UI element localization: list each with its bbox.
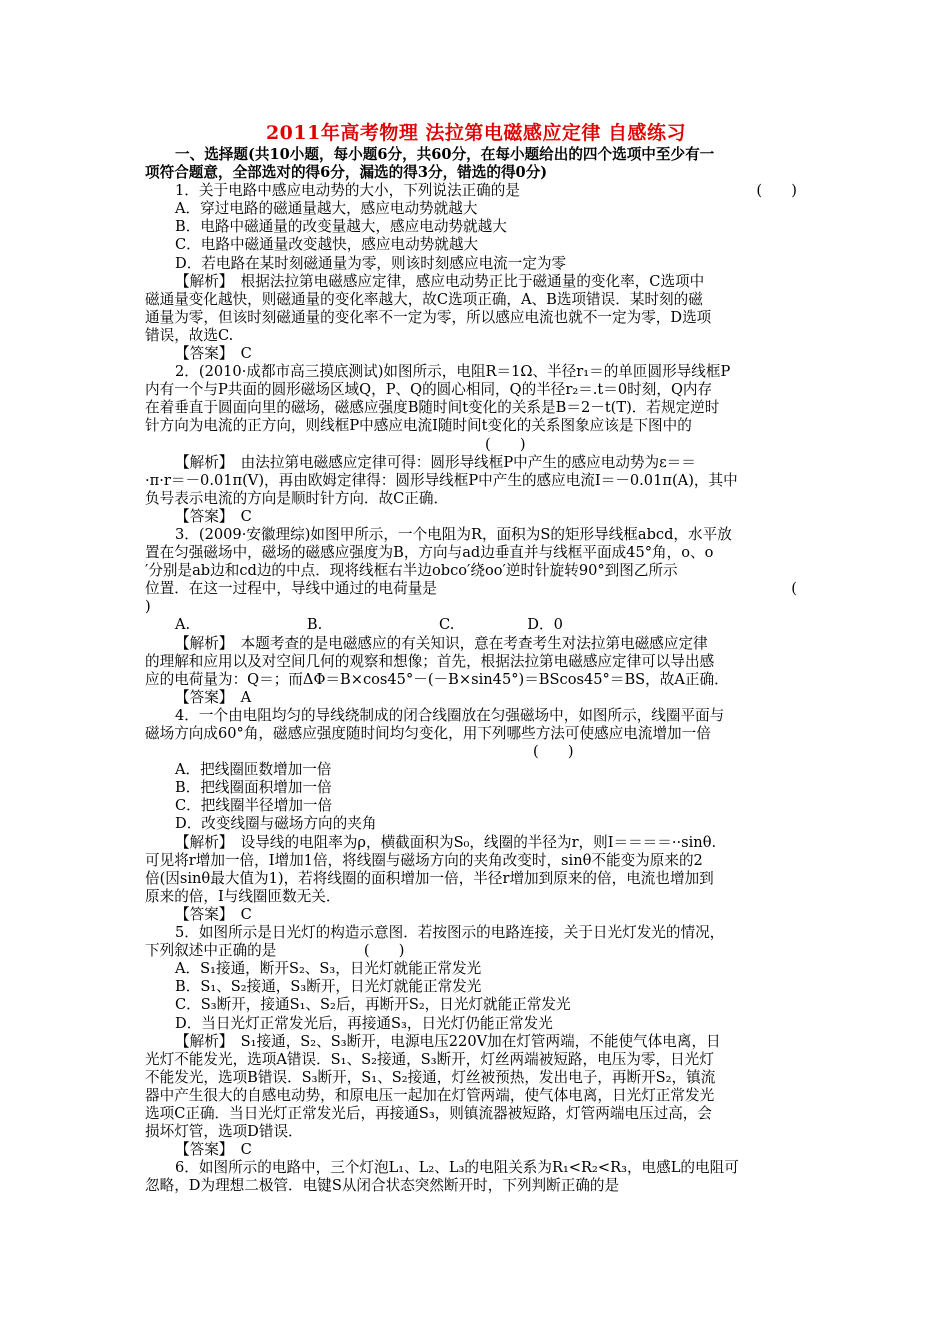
line-text: D．改变线圈与磁场方向的夹角 xyxy=(175,815,377,833)
line-text: 【答案】 A xyxy=(175,688,252,706)
text-line xyxy=(145,942,807,960)
text-line xyxy=(145,544,807,562)
text-line xyxy=(145,707,807,725)
document-page xyxy=(145,120,807,1195)
line-text: D．若电路在某时刻磁通量为零，则该时刻感应电流一定为零 xyxy=(175,254,567,272)
line-text: 2．(2010·成都市高三摸底测试)如图所示，电阻R＝1Ω、半径r₁＝的单匝圆形导线框P xyxy=(175,363,731,381)
line-text: ( ) xyxy=(485,435,526,453)
text-line xyxy=(145,671,807,689)
answer-blank: ( ) xyxy=(756,182,797,200)
line-text: 磁通量变化越快，则磁通量的变化率越大，故C选项正确，A、B选项错误．某时刻的磁 xyxy=(145,290,703,308)
text-line xyxy=(145,1141,807,1159)
line-text: 【解析】 S₁接通，S₂、S₃断开，电源电压220V加在灯管两端，不能使气体电离，日 xyxy=(175,1032,721,1050)
text-line xyxy=(145,870,807,888)
text-line xyxy=(145,924,807,942)
text-line xyxy=(145,580,807,598)
text-line xyxy=(145,472,807,490)
text-line xyxy=(145,725,807,743)
line-text: 一、选择题(共10小题，每小题6分，共60分，在每小题给出的四个选项中至少有一 xyxy=(175,146,715,163)
line-text: 【答案】 C xyxy=(175,1141,252,1159)
text-line xyxy=(145,562,807,580)
text-line xyxy=(145,526,807,544)
line-text: 通量为零，但该时刻磁通量的变化率不一定为零，所以感应电流也就不一定为零，D选项 xyxy=(145,308,712,326)
line-text: 针方向为电流的正方向，则线框P中感应电流I随时间t变化的关系图象应该是下图中的 xyxy=(145,417,692,435)
line-text: 忽略，D为理想二极管．电键S从闭合状态突然断开时，下列判断正确的是 xyxy=(145,1177,620,1195)
line-text: 6．如图所示的电路中，三个灯泡L₁、L₂、L₃的电阻关系为R₁<R₂<R₃，电感L的电阻可 xyxy=(175,1159,739,1177)
line-text: 应的电荷量为：Q＝；而ΔΦ＝B×cos45°－(－B×sin45°)＝BScos45°＝BS，故A正确． xyxy=(145,670,729,688)
line-text: 5．如图所示是日光灯的构造示意图．若按图示的电路连接，关于日光灯发光的情况， xyxy=(175,924,725,942)
line-text: A．穿过电路的磁通量越大，感应电动势就越大 xyxy=(175,200,478,218)
answer-blank: ( xyxy=(791,580,797,598)
text-line xyxy=(145,436,807,454)
text-line xyxy=(145,616,807,634)
text-line xyxy=(145,996,807,1014)
line-text: B．把线圈面积增加一倍 xyxy=(175,779,332,797)
text-line xyxy=(145,327,807,345)
text-line xyxy=(145,815,807,833)
text-line xyxy=(145,906,807,924)
text-line xyxy=(145,345,807,363)
line-text: 损坏灯管，选项D错误． xyxy=(145,1123,303,1141)
line-text: A．S₁接通，断开S₂、S₃，日光灯就能正常发光 xyxy=(175,960,482,978)
line-text: ·π·r＝－0.01π(V)，再由欧姆定律得：圆形导线框P中产生的感应电流I＝－0.01π(A)，其中 xyxy=(145,471,738,489)
line-text: 倍(因sinθ最大值为1)，若将线圈的面积增加一倍，半径r增加到原来的倍，电流也增加到 xyxy=(145,869,714,887)
line-text: 位置．在这一过程中，导线中通过的电荷量是 xyxy=(145,580,437,598)
line-text: 内有一个与P共面的圆形磁场区域Q，P、Q的圆心相同，Q的半径r₂＝.t＝0时刻，Q内存 xyxy=(145,381,713,399)
line-text: 【答案】 C xyxy=(175,905,252,923)
text-line xyxy=(145,490,807,508)
text-line xyxy=(145,635,807,653)
text-line xyxy=(145,797,807,815)
line-text: A．把线圈匝数增加一倍 xyxy=(175,761,332,779)
line-text: 4．一个由电阻均匀的导线绕制成的闭合线圈放在匀强磁场中，如图所示，线圈平面与 xyxy=(175,706,725,724)
line-text: 【解析】 由法拉第电磁感应定律可得：圆形导线框P中产生的感应电动势为ε＝＝ xyxy=(175,453,696,471)
text-line xyxy=(145,1033,807,1051)
line-text: 在着垂直于圆面向里的磁场，磁感应强度B随时间t变化的关系是B＝2－t(T)．若规定逆时 xyxy=(145,399,720,417)
text-line xyxy=(145,1105,807,1123)
text-line xyxy=(145,978,807,996)
line-text: 项符合题意，全部选对的得6分，漏选的得3分，错选的得0分) xyxy=(145,164,548,182)
text-line xyxy=(145,598,807,616)
text-line xyxy=(145,1087,807,1105)
line-text: 错误，故选C. xyxy=(145,326,234,344)
text-line xyxy=(145,653,807,671)
line-text: C．S₃断开，接通S₁、S₂后，再断开S₂，日光灯就能正常发光 xyxy=(175,996,571,1014)
text-line xyxy=(145,164,807,182)
text-line xyxy=(145,1177,807,1195)
text-line xyxy=(145,960,807,978)
text-line xyxy=(145,1051,807,1069)
text-line xyxy=(145,291,807,309)
line-text: 下列叙述中正确的是 ( ) xyxy=(145,942,405,960)
line-text: 1．关于电路中感应电动势的大小，下列说法正确的是 xyxy=(175,182,520,200)
text-line xyxy=(145,273,807,291)
text-line xyxy=(145,363,807,381)
text-line xyxy=(145,309,807,327)
text-line xyxy=(145,454,807,472)
line-text: ′分别是ab边和cd边的中点．现将线框右半边obco′绕oo′逆时针旋转90°到图乙所示 xyxy=(145,562,678,580)
line-text: 的理解和应用以及对空间几何的观察和想像；首先，根据法拉第电磁感应定律可以导出感 xyxy=(145,652,715,670)
line-text: 原来的倍，I与线圈匝数无关． xyxy=(145,887,341,905)
line-text: 3．(2009·安徽理综)如图甲所示，一个电阻为R，面积为S的矩形导线框abcd，水平放 xyxy=(175,525,732,543)
line-text: D．当日光灯正常发光后，再接通S₃，日光灯仍能正常发光 xyxy=(175,1014,553,1032)
line-text: 磁场方向成60°角，磁感应强度随时间均匀变化，用下列哪些方法可使感应电流增加一倍 xyxy=(145,725,711,742)
line-text: 【答案】 C xyxy=(175,507,252,525)
text-line xyxy=(145,417,807,435)
line-text: 负号表示电流的方向是顺时针方向．故C正确． xyxy=(145,489,449,507)
text-line xyxy=(145,761,807,779)
text-line xyxy=(145,834,807,852)
text-line xyxy=(145,146,807,164)
line-text: C．把线圈半径增加一倍 xyxy=(175,797,333,815)
line-text: 【解析】 设导线的电阻率为ρ，横截面积为S₀，线圈的半径为r，则I＝＝＝＝··sinθ. xyxy=(175,833,717,851)
text-line xyxy=(145,689,807,707)
line-text: ( ) xyxy=(533,743,574,761)
text-line xyxy=(145,182,807,200)
line-text: A. B. C. D．0 xyxy=(175,616,563,634)
line-text: 选项C正确．当日光灯正常发光后，再接通S₃，则镇流器被短路，灯管两端电压过高，会 xyxy=(145,1104,712,1122)
text-line xyxy=(145,255,807,273)
text-line xyxy=(145,1123,807,1141)
text-line xyxy=(145,399,807,417)
text-line xyxy=(145,508,807,526)
line-text: C．电路中磁通量改变越快，感应电动势就越大 xyxy=(175,236,479,254)
text-line xyxy=(145,236,807,254)
text-line xyxy=(145,381,807,399)
document-title: 2011年高考物理 法拉第电磁感应定律 自感练习 xyxy=(265,122,687,144)
text-line xyxy=(145,888,807,906)
line-text: B．S₁、S₂接通，S₃断开，日光灯就能正常发光 xyxy=(175,978,482,996)
line-text: B．电路中磁通量的改变量越大，感应电动势就越大 xyxy=(175,218,507,236)
line-text: 【答案】 C xyxy=(175,345,252,363)
text-line xyxy=(145,1159,807,1177)
line-text: 光灯不能发光，选项A错误．S₁、S₂接通，S₃断开，灯丝两端被短路，电压为零，日光灯 xyxy=(145,1050,714,1068)
line-text: ) xyxy=(145,598,151,616)
line-text: 【解析】 根据法拉第电磁感应定律，感应电动势正比于磁通量的变化率，C选项中 xyxy=(175,272,705,290)
line-text: 置在匀强磁场中，磁场的磁感应强度为B，方向与ad边垂直并与线框平面成45°角，o、o xyxy=(145,544,714,562)
line-text: 器中产生很大的自感电动势，和原电压一起加在灯管两端，使气体电离，日光灯正常发光 xyxy=(145,1086,715,1104)
text-line xyxy=(145,779,807,797)
text-line xyxy=(145,218,807,236)
line-text: 【解析】 本题考查的是电磁感应的有关知识，意在考查考生对法拉第电磁感应定律 xyxy=(175,634,708,652)
text-line xyxy=(145,1015,807,1033)
text-line xyxy=(145,200,807,218)
text-line xyxy=(145,1069,807,1087)
text-line xyxy=(145,852,807,870)
line-text: 不能发光，选项B错误．S₃断开，S₁、S₂接通，灯丝被预热，发出电子，再断开S₂，镇流 xyxy=(145,1068,716,1086)
line-text: 可见将r增加一倍，I增加1倍，将线圈与磁场方向的夹角改变时，sinθ不能变为原来的2 xyxy=(145,851,703,869)
document-body xyxy=(145,146,807,1195)
text-line xyxy=(145,743,807,761)
